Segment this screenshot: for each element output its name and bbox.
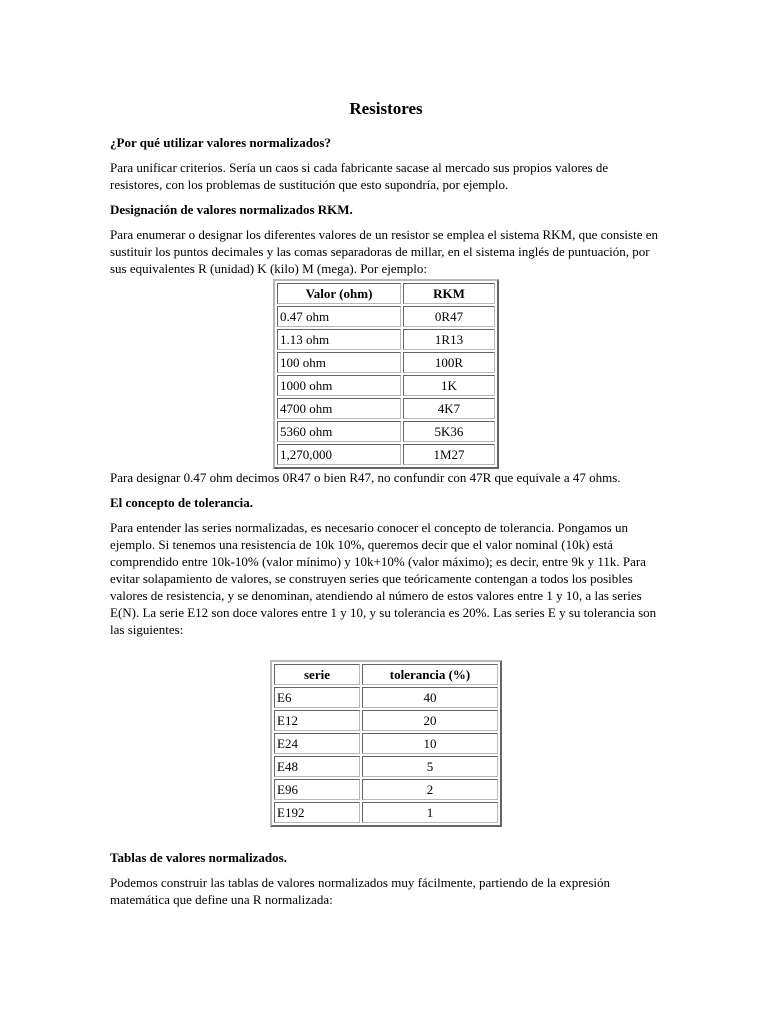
table-cell-label: 1,270,000 (277, 444, 401, 465)
table-row (277, 352, 495, 373)
section-heading-rkm: Designación de valores normalizados RKM. (110, 202, 353, 217)
table-cell-value: 1 (362, 802, 498, 823)
table-cell-value: 1R13 (403, 329, 495, 350)
table-header-row (274, 664, 498, 685)
table-row (274, 733, 498, 754)
table-cell-label: 1000 ohm (277, 375, 401, 396)
table-cell-label: E192 (274, 802, 360, 823)
table-cell-value: 4K7 (403, 398, 495, 419)
table-cell-label: 1.13 ohm (277, 329, 401, 350)
series-table-wrapper (110, 660, 662, 827)
table-cell-value: 0R47 (403, 306, 495, 327)
series-table (270, 660, 502, 827)
section-heading-normalized-values: ¿Por qué utilizar valores normalizados? (110, 135, 331, 150)
table-cell-value: 2 (362, 779, 498, 800)
table-cell-value: 5 (362, 756, 498, 777)
table-cell-label: E96 (274, 779, 360, 800)
table-cell-label: 0.47 ohm (277, 306, 401, 327)
table-cell-value: 20 (362, 710, 498, 731)
table-header-row (277, 283, 495, 304)
table-row (274, 756, 498, 777)
paragraph-normalized-tables: Podemos construir las tablas de valores normalizados muy fácilmente, partiendo de la expresión matemática que define una R normalizada: (110, 875, 610, 907)
table-row (274, 779, 498, 800)
table-row (277, 421, 495, 442)
table-row (277, 329, 495, 350)
table-row (277, 306, 495, 327)
paragraph-rkm-example: Para designar 0.47 ohm decimos 0R47 o bien R47, no confundir con 47R que equivale a 47 ohms. (110, 470, 621, 485)
table-cell-label: E6 (274, 687, 360, 708)
paragraph-why-normalized: Para unificar criterios. Sería un caos si cada fabricante sacase al mercado sus propios valores de resistores, con los problemas de sustitución que esto supondría, por ejemplo. (110, 160, 609, 192)
rkm-table-wrapper (110, 279, 662, 469)
table-row (277, 375, 495, 396)
table-cell-value: 5K36 (403, 421, 495, 442)
table-cell-label: 100 ohm (277, 352, 401, 373)
table-row (277, 444, 495, 465)
table-cell-value: 10 (362, 733, 498, 754)
document-page (110, 98, 662, 916)
table-row (277, 398, 495, 419)
table-cell-value: 40 (362, 687, 498, 708)
table-cell-value: 1M27 (403, 444, 495, 465)
page-title: Resistores (349, 99, 423, 118)
table-header-rkm: RKM (403, 283, 495, 304)
table-row (274, 710, 498, 731)
table-row (274, 802, 498, 823)
table-header-value: Valor (ohm) (277, 283, 401, 304)
paragraph-rkm: Para enumerar o designar los diferentes valores de un resistor se emplea el sistema RKM, que consiste en sustituir los puntos decimales y las comas separadoras de millar, en el sistema inglés de puntuación, por sus equivalentes R (unidad) K (kilo) M (mega). Por ejemplo: (110, 227, 658, 276)
table-cell-label: E12 (274, 710, 360, 731)
section-heading-normalized-tables: Tablas de valores normalizados. (110, 850, 287, 865)
table-cell-label: E24 (274, 733, 360, 754)
table-row (274, 687, 498, 708)
table-header-tolerance: tolerancia (%) (362, 664, 498, 685)
table-cell-value: 100R (403, 352, 495, 373)
section-heading-tolerance: El concepto de tolerancia. (110, 495, 253, 510)
rkm-table (273, 279, 499, 469)
table-cell-value: 1K (403, 375, 495, 396)
table-cell-label: 5360 ohm (277, 421, 401, 442)
paragraph-tolerance: Para entender las series normalizadas, es necesario conocer el concepto de tolerancia. Pongamos un ejemplo. Si tenemos una resistencia de 10k 10%, queremos decir que el valor nominal (10k) está comprendido entre 10k-10% (valor mínimo) y 10k+10% (valor máximo); es decir, entre 9k y 11k. Para evitar solapamiento de valores, se construyen series que teóricamente contengan a todos los posibles valores de resistencia, y se denominan, atendiendo al número de estos valores entre 1 y 10, a las series E(N). La serie E12 son doce valores entre 1 y 10, y su tolerancia es 20%. Las series E y su tolerancia son las siguientes: (110, 520, 657, 637)
table-cell-label: E48 (274, 756, 360, 777)
table-header-series: serie (274, 664, 360, 685)
table-cell-label: 4700 ohm (277, 398, 401, 419)
